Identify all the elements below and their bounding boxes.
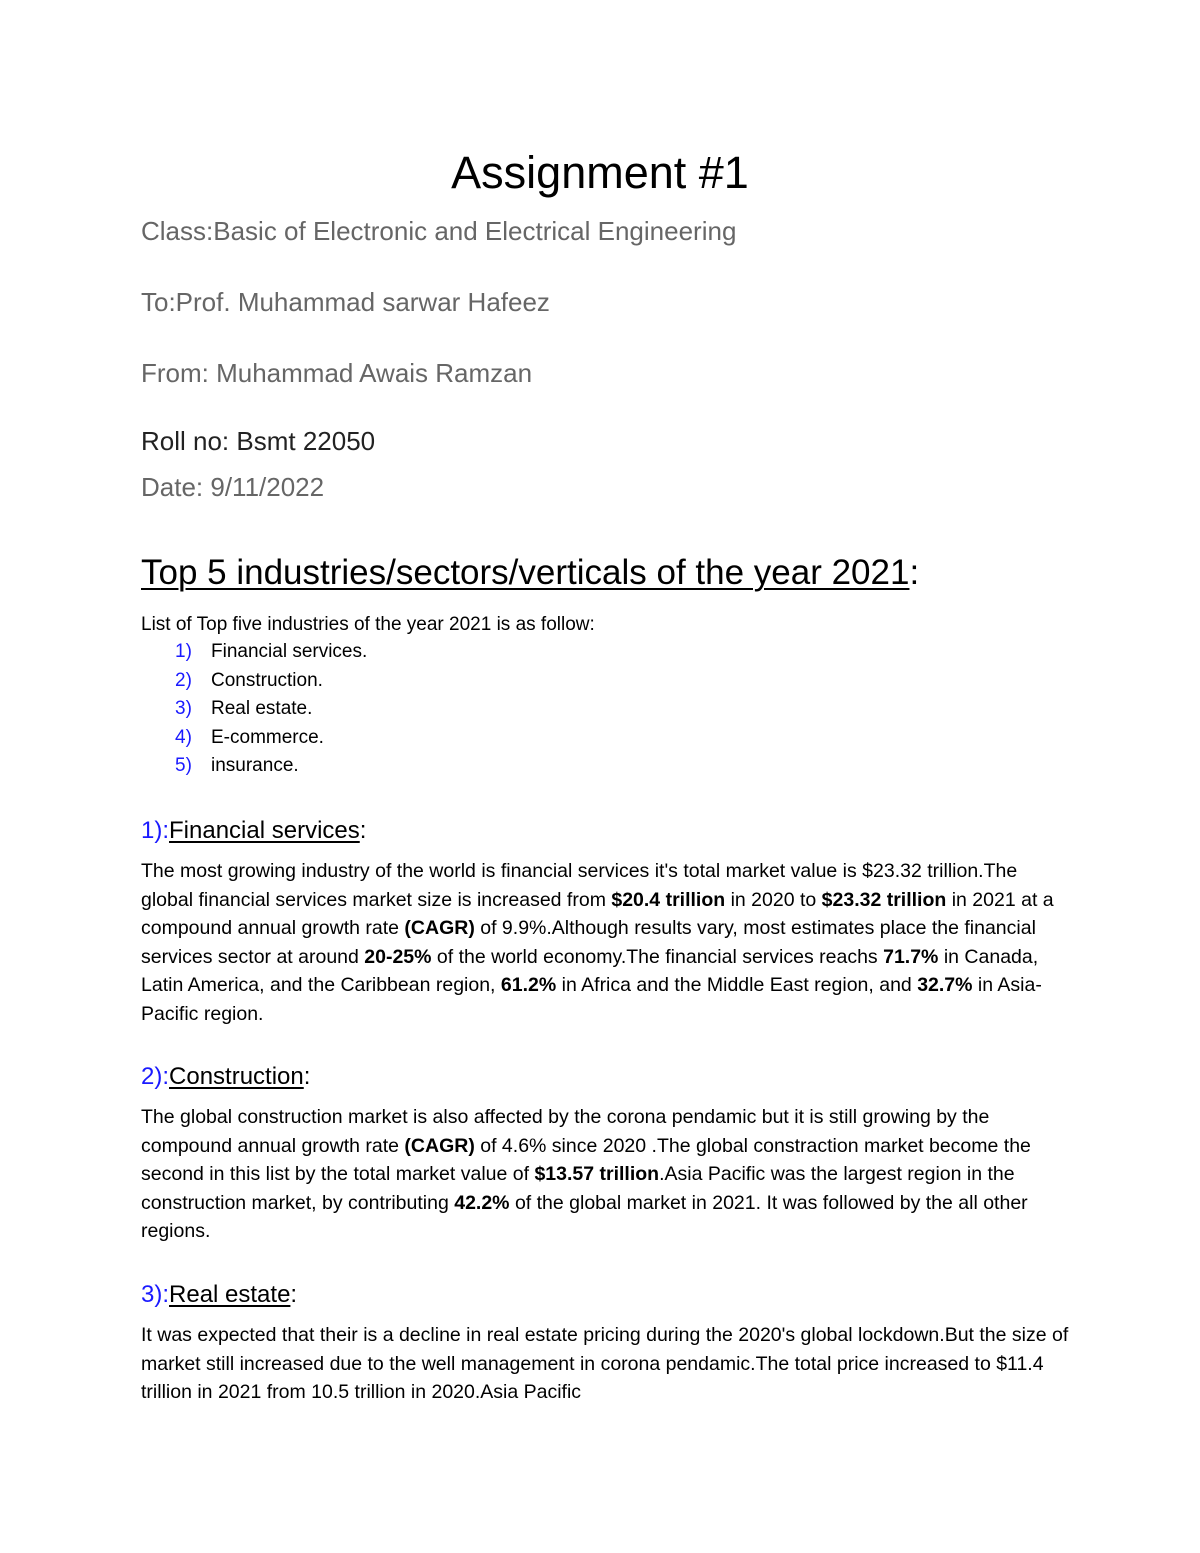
para-text: of 9.9%.Although results vary, most estimates place the financial services sector at around	[141, 917, 1036, 968]
main-heading-text: Top 5 industries/sectors/verticals of the year 2021	[141, 553, 910, 592]
list-number: 1)	[175, 641, 192, 662]
list-label: Construction.	[211, 669, 323, 691]
section-colon: :	[303, 1063, 311, 1090]
para-text: in 2020 to	[725, 888, 822, 911]
section-heading-real-estate	[141, 1278, 297, 1312]
para-bold: 42.2%	[454, 1191, 510, 1214]
section-colon: :	[359, 817, 367, 844]
main-heading-suffix: :	[909, 553, 920, 592]
list-number: 4)	[175, 726, 192, 748]
para-bold: 61.2%	[500, 974, 557, 997]
para-text: in Africa and the Middle East region, and	[556, 974, 918, 997]
roll-number-line: Roll no: Bsmt 22050	[141, 426, 376, 456]
list-item	[175, 667, 367, 696]
para-text: The global construction market is also affected by the corona pendamic but it is still growing by the compound annual growth rate	[141, 1106, 990, 1157]
para-text: of the world economy.The financial services reachs	[431, 945, 884, 968]
para-bold: (CAGR)	[404, 1134, 475, 1157]
para-bold: 71.7%	[883, 945, 939, 968]
para-bold: $20.4 trillion	[611, 888, 726, 911]
section-number: 2):	[141, 1063, 170, 1090]
list-label: insurance.	[211, 755, 299, 776]
from-line: From: Muhammad Awais Ramzan	[141, 358, 533, 388]
section-heading-construction	[141, 1060, 310, 1094]
para-bold: 32.7%	[917, 974, 973, 997]
class-line: Class:Basic of Electronic and Electrical Engineering	[141, 216, 737, 246]
para-bold: 20-25%	[364, 945, 432, 968]
list-label: Financial services.	[211, 641, 368, 662]
section-heading-financial-services	[141, 814, 366, 848]
para-text: of 4.6% since 2020 .The global constraction market become the second in this list by the total market value of	[141, 1134, 1031, 1186]
section-colon: :	[290, 1281, 298, 1308]
list-item	[175, 752, 367, 781]
date-line: Date: 9/11/2022	[141, 472, 325, 502]
para-text: in Canada, Latin America, and the Caribbean region,	[141, 945, 1039, 997]
section-name: Construction	[169, 1063, 304, 1090]
document-title: Assignment #1	[451, 147, 749, 198]
list-item	[175, 695, 367, 724]
list-number: 3)	[175, 698, 192, 719]
financial-services-paragraph	[141, 857, 1071, 1029]
list-item	[175, 724, 367, 753]
to-line: To:Prof. Muhammad sarwar Hafeez	[141, 287, 550, 317]
para-text: in Asia-Pacific region.	[141, 974, 1042, 1025]
main-heading	[141, 549, 919, 597]
para-text: .Asia Pacific was the largest region in the construction market, by contributing	[141, 1163, 1015, 1214]
real-estate-paragraph	[141, 1321, 1071, 1407]
construction-paragraph	[141, 1103, 1071, 1246]
intro-text: List of Top five industries of the year 2021 is as follow:	[141, 614, 595, 635]
section-number: 1):	[141, 817, 170, 844]
list-number: 2)	[175, 669, 192, 691]
para-bold: $13.57 trillion	[534, 1163, 660, 1186]
para-bold: $23.32 trillion	[821, 888, 947, 911]
para-text: It was expected that their is a decline in real estate pricing during the 2020's global lockdown.But the size of market still increased due to the well management in corona pendamic.The total price increased to $11.4 trillion in 2021 from 10.5 trillion in 2020.Asia Pacific	[141, 1324, 1069, 1404]
list-label: Real estate.	[211, 698, 313, 719]
section-name: Financial services	[169, 817, 360, 844]
section-name: Real estate	[169, 1281, 291, 1308]
para-text: in 2021 at a compound annual growth rate	[141, 888, 1054, 940]
industries-list	[175, 638, 367, 781]
list-item	[175, 638, 367, 667]
para-bold: (CAGR)	[404, 917, 475, 940]
list-label: E-commerce.	[211, 726, 324, 748]
para-text: of the global market in 2021. It was followed by the all other regions.	[141, 1191, 1028, 1243]
section-number: 3):	[141, 1281, 170, 1308]
para-text: The most growing industry of the world is financial services it's total market value is $23.32 trillion.The global financial services market size is increased from	[141, 860, 1018, 911]
list-number: 5)	[175, 755, 192, 776]
